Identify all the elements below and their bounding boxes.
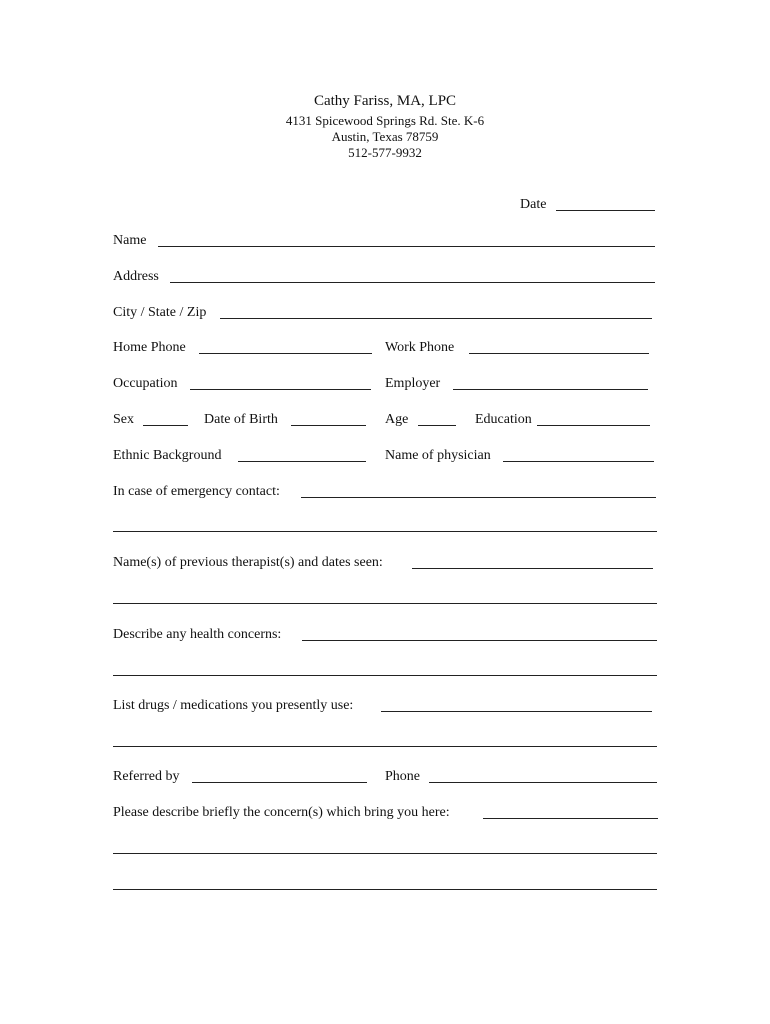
referral-phone-label: Phone bbox=[385, 769, 420, 784]
referred-by-label: Referred by bbox=[113, 769, 180, 784]
emergency-contact-field[interactable] bbox=[301, 497, 656, 498]
health-concerns-field-line2[interactable] bbox=[113, 675, 657, 676]
medications-field-line2[interactable] bbox=[113, 746, 657, 747]
concerns-field-line2[interactable] bbox=[113, 853, 657, 854]
previous-therapists-field[interactable] bbox=[412, 568, 653, 569]
practice-address-line1: 4131 Spicewood Springs Rd. Ste. K-6 bbox=[285, 113, 485, 128]
occupation-label: Occupation bbox=[113, 376, 178, 391]
employer-field[interactable] bbox=[453, 389, 648, 390]
sex-field[interactable] bbox=[143, 425, 188, 426]
city-state-zip-field[interactable] bbox=[220, 318, 652, 319]
practitioner-name: Cathy Fariss, MA, LPC bbox=[313, 93, 457, 109]
education-label: Education bbox=[475, 412, 532, 427]
sex-label: Sex bbox=[113, 412, 134, 427]
medications-field[interactable] bbox=[381, 711, 652, 712]
emergency-contact-field-line2[interactable] bbox=[113, 531, 657, 532]
city-state-zip-label: City / State / Zip bbox=[113, 305, 207, 320]
age-label: Age bbox=[385, 412, 409, 427]
physician-label: Name of physician bbox=[385, 448, 491, 463]
age-field[interactable] bbox=[418, 425, 456, 426]
ethnic-background-label: Ethnic Background bbox=[113, 448, 222, 463]
address-label: Address bbox=[113, 269, 159, 284]
name-label: Name bbox=[113, 233, 147, 248]
emergency-contact-label: In case of emergency contact: bbox=[113, 484, 280, 499]
concerns-label: Please describe briefly the concern(s) which bring you here: bbox=[113, 805, 450, 820]
medications-label: List drugs / medications you presently use: bbox=[113, 698, 354, 713]
education-field[interactable] bbox=[537, 425, 650, 426]
referral-phone-field[interactable] bbox=[429, 782, 657, 783]
work-phone-field[interactable] bbox=[469, 353, 649, 354]
previous-therapists-label: Name(s) of previous therapist(s) and dates seen: bbox=[113, 555, 383, 570]
physician-field[interactable] bbox=[503, 461, 654, 462]
dob-label: Date of Birth bbox=[204, 412, 278, 427]
date-label: Date bbox=[520, 197, 547, 212]
health-concerns-field[interactable] bbox=[302, 640, 657, 641]
name-field[interactable] bbox=[158, 246, 655, 247]
concerns-field[interactable] bbox=[483, 818, 658, 819]
home-phone-field[interactable] bbox=[199, 353, 372, 354]
health-concerns-label: Describe any health concerns: bbox=[113, 627, 282, 642]
practice-phone: 512-577-9932 bbox=[348, 145, 422, 160]
date-field[interactable] bbox=[556, 210, 655, 211]
occupation-field[interactable] bbox=[190, 389, 371, 390]
previous-therapists-field-line2[interactable] bbox=[113, 603, 657, 604]
employer-label: Employer bbox=[385, 376, 441, 391]
address-field[interactable] bbox=[170, 282, 655, 283]
practice-address-line2: Austin, Texas 78759 bbox=[331, 129, 439, 144]
dob-field[interactable] bbox=[291, 425, 366, 426]
ethnic-background-field[interactable] bbox=[238, 461, 366, 462]
referred-by-field[interactable] bbox=[192, 782, 367, 783]
work-phone-label: Work Phone bbox=[385, 340, 455, 355]
concerns-field-line3[interactable] bbox=[113, 889, 657, 890]
home-phone-label: Home Phone bbox=[113, 340, 186, 355]
